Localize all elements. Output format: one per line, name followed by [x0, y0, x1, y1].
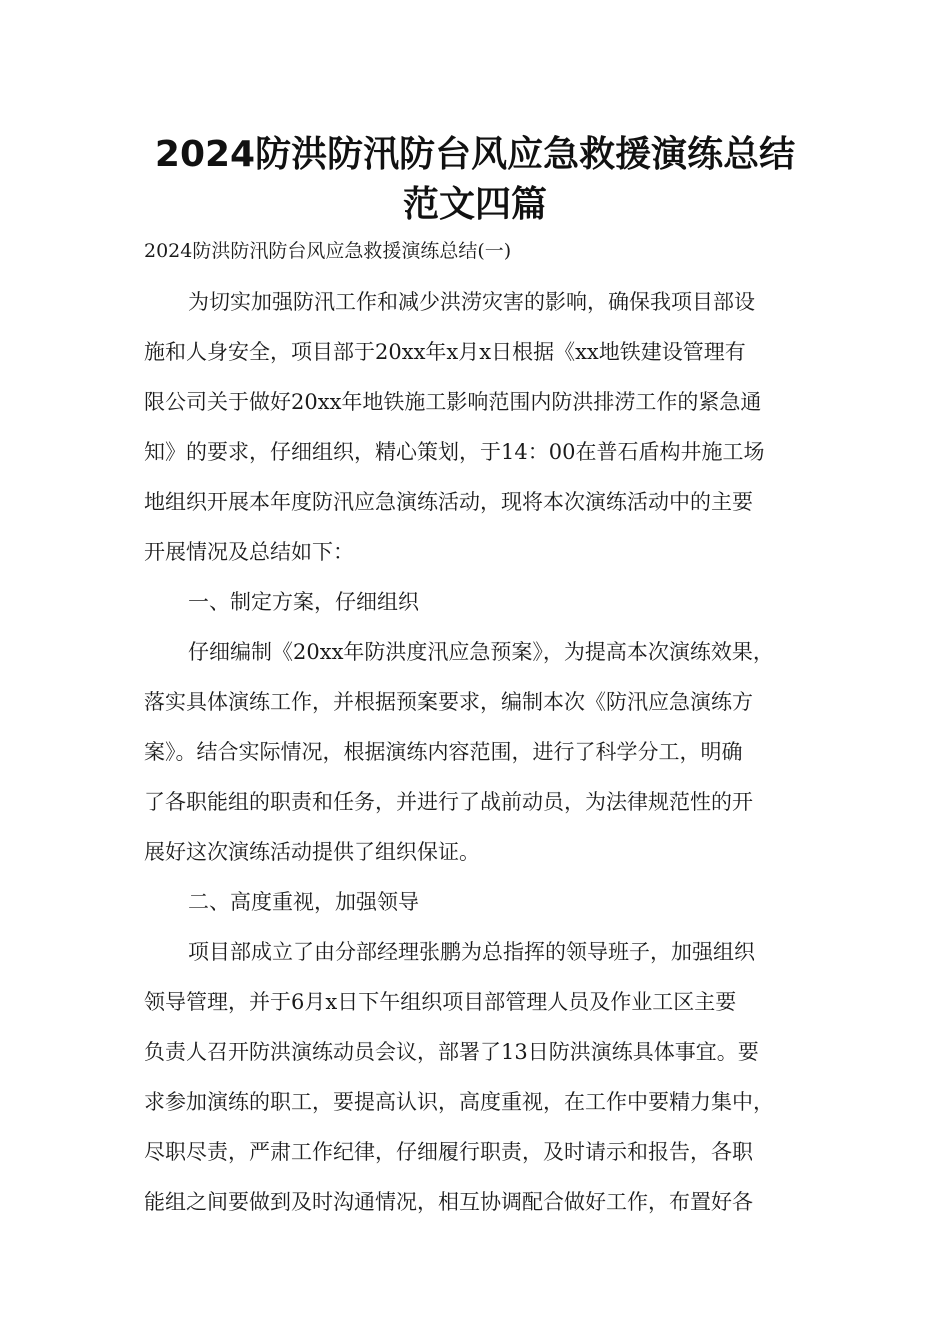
body-line: 项目部成立了由分部经理张鹏为总指挥的领导班子，加强组织 [188, 940, 755, 964]
body-line: 领导管理，并于6月x日下午组织项目部管理人员及作业工区主要 [144, 990, 737, 1014]
document-title-line-1: 2024防洪防汛防台风应急救援演练总结 [154, 134, 796, 175]
body-line: 尽职尽责，严肃工作纪律，仔细履行职责，及时请示和报告，各职 [144, 1140, 753, 1164]
body-line: 施和人身安全，项目部于20xx年x月x日根据《xx地铁建设管理有 [144, 340, 746, 364]
body-line: 落实具体演练工作，并根据预案要求，编制本次《防汛应急演练方 [144, 690, 753, 714]
body-line: 能组之间要做到及时沟通情况，相互协调配合做好工作，布置好各 [144, 1190, 753, 1214]
body-line: 地组织开展本年度防汛应急演练活动，现将本次演练活动中的主要 [144, 490, 753, 514]
section-heading: 一、制定方案，仔细组织 [188, 590, 419, 614]
body-line: 负责人召开防洪演练动员会议，部署了13日防洪演练具体事宜。要 [144, 1040, 759, 1064]
body-line: 开展情况及总结如下： [144, 540, 354, 564]
body-line: 案》。结合实际情况，根据演练内容范围，进行了科学分工，明确 [144, 740, 743, 764]
body-line: 仔细编制《20xx年防洪度汛应急预案》，为提高本次演练效果， [188, 640, 774, 664]
body-line: 知》的要求，仔细组织，精心策划，于14：00在普石盾构井施工场 [144, 440, 765, 464]
body-line: 限公司关于做好20xx年地铁施工影响范围内防洪排涝工作的紧急通 [144, 390, 762, 414]
body-line: 为切实加强防汛工作和减少洪涝灾害的影响，确保我项目部设 [188, 290, 755, 314]
section-subtitle: 2024防洪防汛防台风应急救援演练总结(一) [144, 240, 512, 262]
body-line: 求参加演练的职工，要提高认识，高度重视，在工作中要精力集中， [144, 1090, 774, 1114]
section-heading: 二、高度重视，加强领导 [188, 890, 419, 914]
body-line: 了各职能组的职责和任务，并进行了战前动员，为法律规范性的开 [144, 790, 753, 814]
document-title-line-2: 范文四篇 [402, 184, 547, 225]
body-line: 展好这次演练活动提供了组织保证。 [144, 840, 480, 864]
